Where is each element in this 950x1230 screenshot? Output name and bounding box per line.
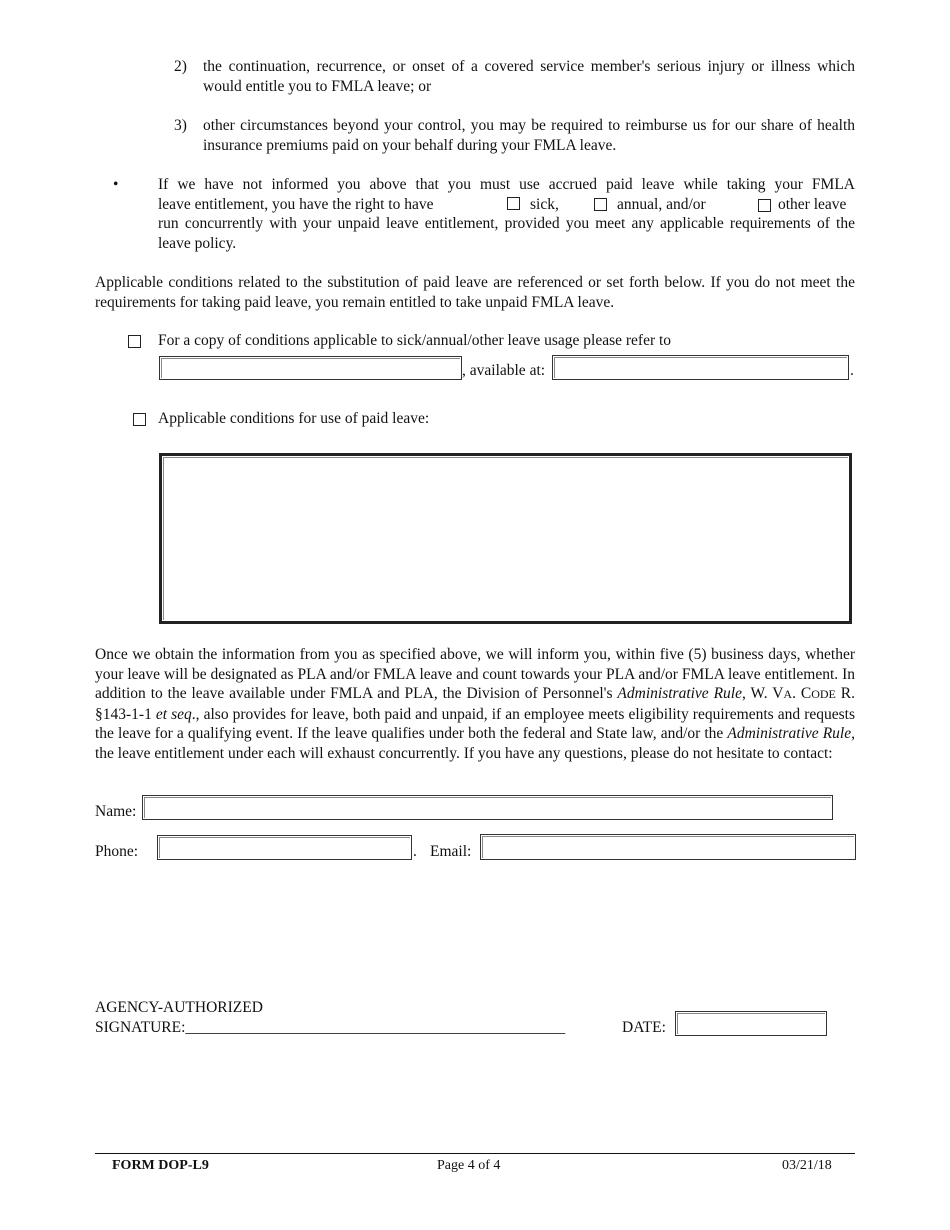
other-leave-label: other leave: [778, 196, 847, 213]
refer-conditions-label: For a copy of conditions applicable to sick/annual/other leave usage please refer to: [158, 332, 672, 349]
paid-leave-conditions-input[interactable]: [165, 458, 846, 619]
policy-reference-input[interactable]: [163, 359, 458, 377]
footer-rule: [95, 1153, 855, 1154]
name-input[interactable]: [146, 798, 829, 817]
email-field[interactable]: [480, 834, 856, 860]
date-field[interactable]: [675, 1011, 827, 1036]
annual-label: annual, and/or: [617, 196, 706, 213]
signature-heading: AGENCY-AUTHORIZED: [95, 999, 263, 1016]
list-number-2: 2): [174, 58, 187, 75]
sick-checkbox[interactable]: [507, 197, 520, 210]
phone-label: Phone:: [95, 843, 139, 860]
policy-reference-field[interactable]: [159, 356, 462, 380]
available-at-field[interactable]: [552, 355, 849, 380]
paid-leave-conditions-textarea[interactable]: [159, 453, 852, 624]
available-at-label: , available at:: [462, 362, 546, 379]
paid-leave-conditions-label: Applicable conditions for use of paid leave:: [158, 410, 430, 427]
list-item-2-text: the continuation, recurrence, or onset of a covered service member's serious injury or illness which would entitle you to FMLA leave; or: [203, 58, 855, 95]
footer-page-number: Page 4 of 4: [437, 1158, 501, 1173]
other-leave-checkbox[interactable]: [758, 199, 771, 212]
footer-date: 03/21/18: [782, 1158, 832, 1173]
name-field[interactable]: [142, 795, 833, 820]
date-input[interactable]: [679, 1014, 823, 1033]
bullet-symbol: •: [113, 176, 119, 193]
annual-checkbox[interactable]: [594, 198, 607, 211]
footer-form-id: FORM DOP-L9: [112, 1158, 209, 1173]
bullet-line-1: If we have not informed you above that you must use accrued paid leave while taking your FMLA: [158, 176, 855, 193]
name-label: Name:: [95, 803, 137, 820]
signature-line: SIGNATURE:_________________________________________________: [95, 1019, 566, 1036]
conditions-paragraph: Applicable conditions related to the substitution of paid leave are referenced or set forth below. If you do not meet the requirements for taking paid leave, you remain entitled to take unpaid FMLA leave.: [95, 274, 855, 311]
available-at-period: .: [850, 362, 854, 379]
available-at-input[interactable]: [556, 358, 845, 377]
phone-input[interactable]: [161, 838, 408, 857]
sick-label: sick,: [530, 196, 559, 213]
email-input[interactable]: [484, 837, 852, 857]
list-number-3: 3): [174, 117, 187, 134]
paid-leave-conditions-checkbox[interactable]: [133, 413, 146, 426]
email-label: Email:: [430, 843, 472, 860]
phone-field[interactable]: [157, 835, 412, 860]
refer-conditions-checkbox[interactable]: [128, 335, 141, 348]
list-item-3-text: other circumstances beyond your control, you may be required to reimburse us for our share of health insurance premiums paid on your behalf during your FMLA leave.: [203, 117, 855, 154]
date-label: DATE:: [622, 1019, 666, 1036]
phone-separator: .: [413, 843, 417, 860]
bullet-line-2-lead: leave entitlement, you have the right to have: [158, 196, 434, 213]
bullet-rest-text: run concurrently with your unpaid leave entitlement, provided you meet any applicable requirements of the leave policy.: [158, 215, 855, 252]
closing-paragraph: Once we obtain the information from you as specified above, we will inform you, within five (5) business days, whether your leave will be designated as PLA and/or FMLA leave and count towards your PLA and/or FMLA leave entitlement. In addition to the leave available under FMLA and PLA, the Division of Personnel's Administrative Rule, W. VA. CODE R. §143-1-1 et seq., also provides for leave, both paid and unpaid, if an employee meets eligibility requirements and requests the leave for a qualifying event. If the leave qualifies under both the federal and State law, and/or the Administrative Rule, the leave entitlement under each will exhaust concurrently. If you have any questions, please do not hesitate to contact:: [95, 646, 855, 762]
